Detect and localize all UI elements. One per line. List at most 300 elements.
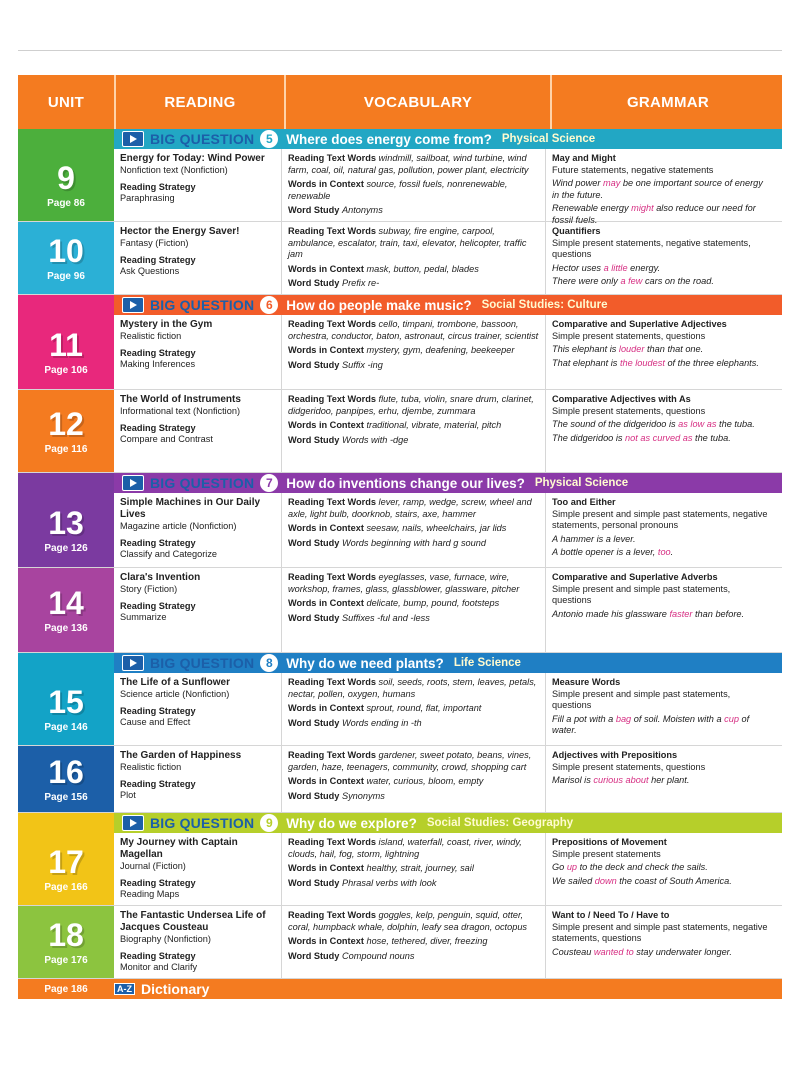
big-question-text: Why do we explore? (286, 815, 417, 831)
unit-number: 15 (48, 683, 84, 720)
words-in-context-label: Words in Context (288, 179, 364, 190)
grammar-description: Simple present and simple past statements, questions (552, 583, 731, 606)
words-in-context-label: Words in Context (288, 936, 364, 947)
unit-number: 18 (48, 916, 84, 953)
words-in-context-row (288, 776, 539, 788)
play-triangle-icon (130, 301, 137, 309)
big-question-subject: Life Science (453, 657, 521, 669)
unit-row (18, 906, 782, 979)
words-in-context: healthy, strait, journey, sail (366, 863, 474, 874)
grammar-example-text: the tuba. (692, 432, 731, 443)
unit-badge (18, 390, 114, 472)
grammar-example-text: energy. (627, 262, 661, 273)
unit-badge (18, 746, 114, 812)
grammar-cell (546, 493, 778, 567)
big-question-bar (18, 473, 782, 493)
reading-text-words-row (288, 910, 539, 933)
unit-number: 10 (48, 232, 84, 269)
grammar-example-text: the tuba. (716, 419, 755, 430)
grammar-example-text: to the deck and check the sails. (577, 862, 708, 873)
play-icon (122, 297, 144, 313)
reading-text-words-label: Reading Text Words (288, 319, 376, 329)
reading-strategy-label: Reading Strategy (120, 422, 196, 433)
unit-row (18, 390, 782, 473)
grammar-highlight: the loudest (619, 357, 665, 368)
grammar-example (552, 419, 772, 431)
words-in-context: water, curious, bloom, empty (366, 776, 484, 787)
unit-number: 17 (48, 843, 84, 880)
vocabulary-cell (282, 673, 546, 745)
reading-strategy: Paraphrasing (120, 193, 175, 204)
reading-title: Hector the Energy Saver! (120, 226, 240, 237)
grammar-highlight: not as curved as (625, 432, 693, 443)
words-in-context-label: Words in Context (288, 776, 364, 787)
grammar-highlight: faster (669, 608, 693, 619)
big-question-text: How do inventions change our lives? (286, 475, 525, 491)
big-question-number: 6 (260, 296, 278, 314)
reading-text-words-row (288, 153, 539, 176)
play-icon (122, 655, 144, 671)
grammar-example-text: also reduce our need for fossil fuels. (552, 203, 756, 225)
reading-genre: Science article (Nonfiction) (120, 689, 230, 699)
grammar-example-text: cars on the road. (642, 276, 714, 287)
word-study-label: Word Study (288, 612, 340, 623)
words-in-context-label: Words in Context (288, 345, 364, 356)
vocabulary-cell (282, 149, 546, 221)
vocabulary-cell (282, 493, 546, 567)
reading-title: The Life of a Sunflower (120, 677, 231, 688)
word-study: Words ending in -th (341, 717, 422, 728)
grammar-cell (546, 906, 778, 978)
unit-page: Page 136 (44, 622, 88, 634)
words-in-context-label: Words in Context (288, 263, 364, 274)
dictionary-page: Page 186 (44, 983, 88, 995)
big-question-left (18, 653, 114, 673)
grammar-title: Adjectives with Prepositions (552, 750, 678, 760)
reading-text-words-row (288, 497, 539, 520)
word-study: Compound nouns (341, 950, 415, 961)
grammar-example-text: of soil. Moisten with a (631, 713, 725, 724)
big-question-left (18, 813, 114, 833)
header-unit: UNIT (18, 75, 116, 129)
reading-text-words: goggles, kelp, penguin, squid, otter, coral, humpback whale, dolphin, leafy sea dragon, octopus (288, 910, 528, 932)
big-question-subject: Social Studies: Culture (481, 299, 608, 311)
grammar-example (552, 609, 772, 621)
reading-cell (114, 746, 282, 812)
grammar-example (552, 714, 772, 737)
reading-text-words: subway, fire engine, carpool, ambulance, escalator, train, taxi, elevator, helicopter, traffic jam (288, 226, 527, 260)
big-question-bar (18, 129, 782, 149)
reading-text-words-label: Reading Text Words (288, 837, 376, 847)
reading-text-words: flute, tuba, violin, snare drum, clarinet, didgeridoo, panpipes, erhu, djembe, zummara (288, 394, 534, 416)
grammar-example-text: stay underwater longer. (633, 946, 732, 957)
reading-title: The World of Instruments (120, 394, 241, 405)
reading-strategy-label: Reading Strategy (120, 347, 196, 358)
unit-badge (18, 222, 114, 294)
reading-strategy-label: Reading Strategy (120, 181, 196, 192)
word-study-row (288, 951, 539, 963)
big-question-left (18, 129, 114, 149)
grammar-example-text: of water. (552, 713, 750, 736)
reading-text-words: gardener, sweet potato, beans, vines, garden, haze, teenagers, community, crowd, shopping cart (288, 750, 532, 772)
reading-strategy: Compare and Contrast (120, 434, 213, 445)
word-study-label: Word Study (288, 877, 340, 888)
word-study: Words with -dge (341, 434, 409, 445)
reading-title: Energy for Today: Wind Power (120, 153, 265, 164)
reading-text-words-row (288, 226, 539, 261)
grammar-description: Simple present statements, questions (552, 761, 706, 772)
grammar-example (552, 358, 772, 370)
big-question-label: BIG QUESTION (150, 655, 255, 671)
reading-text-words-row (288, 750, 539, 773)
grammar-title: May and Might (552, 153, 616, 163)
az-icon: A-Z (114, 983, 135, 995)
word-study-row (288, 278, 539, 290)
word-study-label: Word Study (288, 205, 340, 216)
unit-badge (18, 493, 114, 567)
big-question-text: Where does energy come from? (286, 131, 492, 147)
reading-text-words-label: Reading Text Words (288, 497, 376, 507)
grammar-highlight: cup (724, 713, 739, 724)
grammar-example-text: Marisol is (552, 775, 594, 786)
reading-genre: Journal (Fiction) (120, 861, 186, 871)
header-reading: READING (116, 75, 286, 129)
grammar-example (552, 534, 772, 546)
words-in-context-label: Words in Context (288, 598, 364, 609)
grammar-description: Simple present and simple past statements, negative statements, questions (552, 921, 768, 944)
vocabulary-cell (282, 906, 546, 978)
big-question-number: 5 (260, 130, 278, 148)
unit-row (18, 833, 782, 906)
reading-text-words: eyeglasses, vase, furnace, wire, workshop, frames, glass, glassblower, glassware, pitcher (288, 572, 520, 594)
grammar-highlight: wanted to (593, 946, 634, 957)
vocabulary-cell (282, 568, 546, 652)
grammar-highlight: may (602, 178, 621, 189)
reading-text-words-row (288, 677, 539, 700)
play-icon (122, 475, 144, 491)
grammar-highlight: a few (620, 276, 643, 287)
words-in-context-row (288, 703, 539, 715)
grammar-example (552, 263, 772, 275)
reading-strategy-label: Reading Strategy (120, 778, 196, 789)
grammar-example-text: Fill a pot with a (552, 713, 616, 724)
reading-title: Mystery in the Gym (120, 319, 213, 330)
grammar-title: Comparative and Superlative Adjectives (552, 319, 727, 329)
grammar-description: Future statements, negative statements (552, 164, 714, 175)
play-triangle-icon (130, 819, 137, 827)
header-grammar: GRAMMAR (626, 93, 710, 111)
reading-text-words-label: Reading Text Words (288, 677, 376, 687)
unit-page: Page 106 (44, 364, 88, 376)
word-study: Antonyms (341, 205, 383, 216)
reading-strategy-label: Reading Strategy (120, 877, 196, 888)
grammar-example-text: Go (552, 862, 567, 873)
word-study: Suffixes -ful and -less (341, 612, 430, 623)
grammar-example (552, 876, 772, 888)
word-study-label: Word Study (288, 950, 340, 961)
contents-table (18, 75, 782, 999)
unit-page: Page 156 (44, 791, 88, 803)
grammar-example-text: A bottle opener is a lever, (552, 547, 658, 558)
reading-strategy: Monitor and Clarify (120, 962, 198, 973)
grammar-description: Simple present statements, questions (552, 330, 706, 341)
words-in-context-label: Words in Context (288, 523, 364, 534)
reading-cell (114, 673, 282, 745)
unit-page: Page 116 (44, 443, 88, 455)
word-study: Prefix re- (341, 278, 380, 289)
unit-badge (18, 315, 114, 389)
grammar-example-text: of the three elephants. (664, 357, 759, 368)
reading-strategy-label: Reading Strategy (120, 537, 196, 548)
unit-badge (18, 906, 114, 978)
words-in-context: seesaw, nails, wheelchairs, jar lids (366, 523, 507, 534)
grammar-cell (546, 833, 778, 905)
grammar-cell (546, 390, 778, 472)
grammar-example-text: Cousteau (552, 946, 594, 957)
word-study-row (288, 538, 539, 550)
dictionary-label: Dictionary (141, 981, 210, 997)
word-study-label: Word Study (288, 717, 340, 728)
reading-text-words: island, waterfall, coast, river, windy, clouds, hail, fog, storm, lightning (288, 837, 522, 859)
reading-strategy-label: Reading Strategy (120, 705, 196, 716)
reading-title: The Garden of Happiness (120, 750, 242, 761)
reading-strategy: Reading Maps (120, 889, 180, 900)
reading-genre: Realistic fiction (120, 331, 182, 341)
reading-cell (114, 568, 282, 652)
unit-badge (18, 568, 114, 652)
header-vocabulary: VOCABULARY (286, 75, 552, 129)
reading-strategy-label: Reading Strategy (120, 950, 196, 961)
reading-cell (114, 906, 282, 978)
words-in-context: mask, button, pedal, blades (366, 263, 479, 274)
unit-row (18, 315, 782, 390)
grammar-description: Simple present statements (552, 848, 661, 859)
reading-text-words-row (288, 837, 539, 860)
unit-number: 14 (48, 584, 84, 621)
reading-cell (114, 222, 282, 294)
grammar-description: Simple present statements, negative statements, questions (552, 237, 751, 260)
grammar-highlight: a little (603, 262, 628, 273)
vocabulary-cell (282, 222, 546, 294)
words-in-context-row (288, 179, 539, 202)
grammar-example-text: Wind power (552, 178, 603, 189)
grammar-cell (546, 149, 778, 225)
vocabulary-cell (282, 746, 546, 812)
grammar-highlight: down (594, 875, 617, 886)
word-study: Suffix -ing (341, 359, 383, 370)
grammar-example-text: the coast of South America. (616, 875, 732, 886)
word-study-label: Word Study (288, 359, 340, 370)
grammar-example-text: her plant. (648, 775, 690, 786)
reading-text-words-row (288, 572, 539, 595)
reading-text-words-label: Reading Text Words (288, 394, 376, 404)
reading-text-words: soil, seeds, roots, stem, leaves, petals, nectar, pollen, oxygen, humans (288, 677, 537, 699)
reading-text-words: cello, timpani, trombone, bassoon, orchestra, conductor, baton, astronaut, circus trainer, scientist (288, 319, 539, 341)
grammar-example-text: than that one. (644, 344, 704, 355)
grammar-example-text: be one important source of energy in the future. (552, 178, 763, 200)
words-in-context-row (288, 936, 539, 948)
reading-strategy: Plot (120, 790, 136, 801)
play-triangle-icon (130, 659, 137, 667)
big-question-left (18, 295, 114, 315)
grammar-example (552, 947, 772, 959)
grammar-example (552, 775, 772, 787)
grammar-title: Measure Words (552, 677, 621, 687)
reading-text-words-label: Reading Text Words (288, 750, 376, 760)
words-in-context-row (288, 863, 539, 875)
big-question-label: BIG QUESTION (150, 815, 255, 831)
grammar-example-text: This elephant is (552, 344, 619, 355)
grammar-cell (546, 673, 778, 745)
big-question-bar (18, 295, 782, 315)
reading-genre: Informational text (Nonfiction) (120, 406, 240, 416)
grammar-title: Comparative Adjectives with As (552, 394, 691, 404)
reading-genre: Biography (Nonfiction) (120, 934, 211, 944)
big-question-number: 9 (260, 814, 278, 832)
unit-number: 12 (48, 405, 84, 442)
reading-strategy: Summarize (120, 612, 167, 623)
grammar-highlight: bag (615, 713, 632, 724)
words-in-context: mystery, gym, deafening, beekeeper (366, 345, 515, 356)
top-rule (18, 50, 782, 51)
word-study-row (288, 435, 539, 447)
grammar-title: Too and Either (552, 497, 616, 507)
grammar-example (552, 862, 772, 874)
word-study-row (288, 878, 539, 890)
vocabulary-cell (282, 833, 546, 905)
grammar-example-text: There were only (552, 276, 621, 287)
big-question-left (18, 473, 114, 493)
word-study: Synonyms (341, 790, 385, 801)
reading-strategy-label: Reading Strategy (120, 254, 196, 265)
grammar-description: Simple present and simple past statements, questions (552, 688, 731, 711)
big-question-text: How do people make music? (286, 297, 472, 313)
big-question-subject: Social Studies: Geography (426, 817, 574, 829)
big-question-number: 7 (260, 474, 278, 492)
grammar-highlight: louder (618, 344, 645, 355)
word-study: Words beginning with hard g sound (341, 537, 486, 548)
grammar-example-text: . (670, 547, 674, 558)
reading-genre: Nonfiction text (Nonfiction) (120, 165, 228, 175)
words-in-context-label: Words in Context (288, 703, 364, 714)
grammar-title: Comparative and Superlative Adverbs (552, 572, 718, 582)
reading-cell (114, 315, 282, 389)
grammar-example-text: Hector uses (552, 262, 604, 273)
reading-strategy: Making Inferences (120, 359, 196, 370)
vocabulary-cell (282, 390, 546, 472)
grammar-description: Simple present statements, questions (552, 405, 706, 416)
grammar-highlight: might (631, 203, 654, 214)
grammar-example (552, 344, 772, 356)
grammar-cell (546, 315, 778, 389)
unit-number: 13 (48, 504, 84, 541)
play-icon (122, 131, 144, 147)
word-study-label: Word Study (288, 537, 340, 548)
grammar-example-text: We sailed (552, 875, 595, 886)
reading-title: Clara's Invention (120, 572, 201, 583)
sections-container (18, 129, 782, 979)
reading-strategy: Classify and Categorize (120, 549, 218, 560)
grammar-title: Want to / Need To / Have to (552, 910, 670, 920)
word-study-row (288, 791, 539, 803)
grammar-cell (546, 222, 778, 294)
play-icon (122, 815, 144, 831)
grammar-highlight: curious about (593, 775, 649, 786)
word-study-row (288, 360, 539, 372)
grammar-example-text: than before. (692, 608, 745, 619)
grammar-cell (546, 746, 778, 812)
dictionary-footer (18, 979, 782, 999)
reading-text-words: lever, ramp, wedge, screw, wheel and axle, light bulb, doorknob, stairs, axe, hammer (288, 497, 532, 519)
big-question-label: BIG QUESTION (150, 131, 255, 147)
big-question-label: BIG QUESTION (150, 297, 255, 313)
word-study-row (288, 205, 539, 217)
grammar-example-text: Renewable energy (552, 203, 632, 214)
grammar-highlight: too (657, 547, 671, 558)
grammar-cell (546, 568, 778, 652)
unit-number: 9 (57, 159, 75, 196)
reading-genre: Realistic fiction (120, 762, 182, 772)
unit-number: 11 (49, 326, 83, 363)
reading-title: The Fantastic Undersea Life of Jacques Cousteau (120, 910, 266, 933)
big-question-text: Why do we need plants? (286, 655, 444, 671)
word-study-row (288, 613, 539, 625)
words-in-context-row (288, 420, 539, 432)
big-question-bar (18, 653, 782, 673)
big-question-label: BIG QUESTION (150, 475, 255, 491)
word-study-label: Word Study (288, 434, 340, 445)
unit-page: Page 126 (44, 542, 88, 554)
grammar-description: Simple present and simple past statements, negative statements, personal pronouns (552, 508, 768, 531)
reading-text-words-label: Reading Text Words (288, 572, 376, 582)
unit-row (18, 222, 782, 295)
unit-row (18, 568, 782, 653)
words-in-context-row (288, 264, 539, 276)
words-in-context-row (288, 345, 539, 357)
big-question-bar (18, 813, 782, 833)
word-study-label: Word Study (288, 790, 340, 801)
unit-row (18, 149, 782, 225)
reading-cell (114, 493, 282, 567)
words-in-context: hose, tethered, diver, freezing (366, 936, 488, 947)
words-in-context-row (288, 523, 539, 535)
words-in-context: delicate, bump, pound, footsteps (366, 598, 500, 609)
vocabulary-cell (282, 315, 546, 389)
big-question-subject: Physical Science (534, 477, 629, 489)
grammar-example-text: The sound of the didgeridoo is (552, 419, 679, 430)
unit-number: 16 (48, 753, 84, 790)
reading-cell (114, 390, 282, 472)
unit-badge (18, 149, 114, 221)
reading-text-words-row (288, 394, 539, 417)
reading-title: Simple Machines in Our Daily Lives (120, 497, 261, 520)
reading-title: My Journey with Captain Magellan (120, 837, 238, 860)
table-header (18, 75, 782, 129)
unit-page: Page 86 (47, 197, 85, 209)
reading-cell (114, 149, 282, 221)
grammar-example-text: Antonio made his glassware (552, 608, 670, 619)
play-triangle-icon (130, 135, 137, 143)
grammar-example (552, 276, 772, 288)
unit-row (18, 746, 782, 813)
reading-strategy-label: Reading Strategy (120, 600, 196, 611)
play-triangle-icon (130, 479, 137, 487)
word-study-row (288, 718, 539, 730)
grammar-example-text: A hammer is a lever. (552, 533, 636, 544)
words-in-context: traditional, vibrate, material, pitch (366, 420, 502, 431)
grammar-example (552, 433, 772, 445)
reading-genre: Fantasy (Fiction) (120, 238, 189, 248)
